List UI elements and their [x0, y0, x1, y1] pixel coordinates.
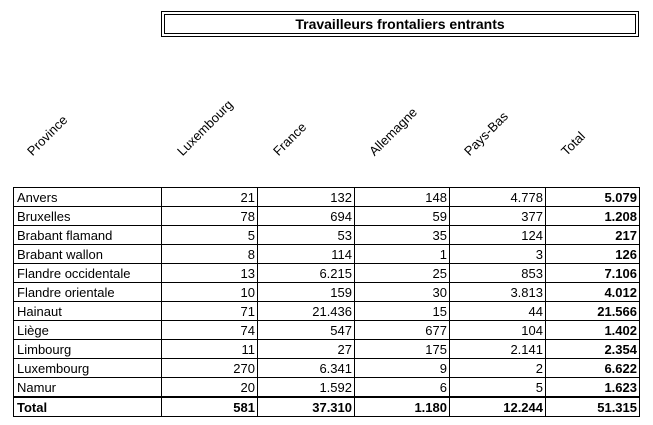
- totals-luxembourg-cell: 581: [162, 397, 258, 417]
- luxembourg-cell: 8: [162, 245, 258, 264]
- france-cell: 53: [258, 226, 355, 245]
- france-cell: 6.341: [258, 359, 355, 378]
- totals-province-cell: Total: [14, 397, 162, 417]
- france-cell: 694: [258, 207, 355, 226]
- header-province: Province: [24, 112, 71, 159]
- allemagne-cell: 59: [355, 207, 450, 226]
- data-table: [13, 187, 640, 417]
- paysbas-cell: 104: [450, 321, 546, 340]
- totals-france-cell: 37.310: [258, 397, 355, 417]
- table-row: [14, 207, 640, 226]
- table-row: [14, 226, 640, 245]
- luxembourg-cell: 11: [162, 340, 258, 359]
- luxembourg-cell: 5: [162, 226, 258, 245]
- total-cell: 1.402: [546, 321, 640, 340]
- france-cell: 114: [258, 245, 355, 264]
- total-cell: 126: [546, 245, 640, 264]
- province-cell: Liège: [14, 321, 162, 340]
- province-cell: Namur: [14, 378, 162, 398]
- header-total: Total: [558, 128, 589, 159]
- table-title: Travailleurs frontaliers entrants: [164, 14, 636, 34]
- province-cell: Hainaut: [14, 302, 162, 321]
- allemagne-cell: 15: [355, 302, 450, 321]
- france-cell: 27: [258, 340, 355, 359]
- total-cell: 7.106: [546, 264, 640, 283]
- allemagne-cell: 25: [355, 264, 450, 283]
- france-cell: 1.592: [258, 378, 355, 398]
- table-row: [14, 378, 640, 398]
- table-row: [14, 245, 640, 264]
- title-box: [161, 11, 639, 37]
- table-row: [14, 302, 640, 321]
- province-cell: Luxembourg: [14, 359, 162, 378]
- province-cell: Brabant flamand: [14, 226, 162, 245]
- paysbas-cell: 853: [450, 264, 546, 283]
- paysbas-cell: 3: [450, 245, 546, 264]
- paysbas-cell: 3.813: [450, 283, 546, 302]
- allemagne-cell: 1: [355, 245, 450, 264]
- allemagne-cell: 35: [355, 226, 450, 245]
- france-cell: 6.215: [258, 264, 355, 283]
- luxembourg-cell: 21: [162, 188, 258, 207]
- paysbas-cell: 2.141: [450, 340, 546, 359]
- allemagne-cell: 148: [355, 188, 450, 207]
- province-cell: Flandre orientale: [14, 283, 162, 302]
- luxembourg-cell: 270: [162, 359, 258, 378]
- header-luxembourg: Luxembourg: [174, 96, 236, 159]
- total-cell: 21.566: [546, 302, 640, 321]
- allemagne-cell: 677: [355, 321, 450, 340]
- allemagne-cell: 175: [355, 340, 450, 359]
- total-cell: 5.079: [546, 188, 640, 207]
- paysbas-cell: 44: [450, 302, 546, 321]
- total-cell: 4.012: [546, 283, 640, 302]
- paysbas-cell: 124: [450, 226, 546, 245]
- province-cell: Anvers: [14, 188, 162, 207]
- province-cell: Flandre occidentale: [14, 264, 162, 283]
- table-row: [14, 359, 640, 378]
- header-allemagne: Allemagne: [366, 104, 421, 159]
- header-france: France: [270, 119, 310, 159]
- france-cell: 132: [258, 188, 355, 207]
- table-row: [14, 188, 640, 207]
- province-cell: Bruxelles: [14, 207, 162, 226]
- header-paysbas: Pays-Bas: [461, 108, 511, 159]
- totals-row: [14, 397, 640, 417]
- luxembourg-cell: 10: [162, 283, 258, 302]
- france-cell: 547: [258, 321, 355, 340]
- table-row: [14, 321, 640, 340]
- luxembourg-cell: 71: [162, 302, 258, 321]
- paysbas-cell: 2: [450, 359, 546, 378]
- paysbas-cell: 4.778: [450, 188, 546, 207]
- table-row: [14, 264, 640, 283]
- paysbas-cell: 5: [450, 378, 546, 398]
- table-row: [14, 340, 640, 359]
- province-cell: Brabant wallon: [14, 245, 162, 264]
- totals-paysbas-cell: 12.244: [450, 397, 546, 417]
- allemagne-cell: 6: [355, 378, 450, 398]
- total-cell: 217: [546, 226, 640, 245]
- totals-total-cell: 51.315: [546, 397, 640, 417]
- total-cell: 2.354: [546, 340, 640, 359]
- france-cell: 159: [258, 283, 355, 302]
- paysbas-cell: 377: [450, 207, 546, 226]
- allemagne-cell: 9: [355, 359, 450, 378]
- luxembourg-cell: 13: [162, 264, 258, 283]
- luxembourg-cell: 20: [162, 378, 258, 398]
- total-cell: 6.622: [546, 359, 640, 378]
- luxembourg-cell: 78: [162, 207, 258, 226]
- totals-allemagne-cell: 1.180: [355, 397, 450, 417]
- total-cell: 1.208: [546, 207, 640, 226]
- allemagne-cell: 30: [355, 283, 450, 302]
- province-cell: Limbourg: [14, 340, 162, 359]
- table-row: [14, 283, 640, 302]
- total-cell: 1.623: [546, 378, 640, 398]
- luxembourg-cell: 74: [162, 321, 258, 340]
- france-cell: 21.436: [258, 302, 355, 321]
